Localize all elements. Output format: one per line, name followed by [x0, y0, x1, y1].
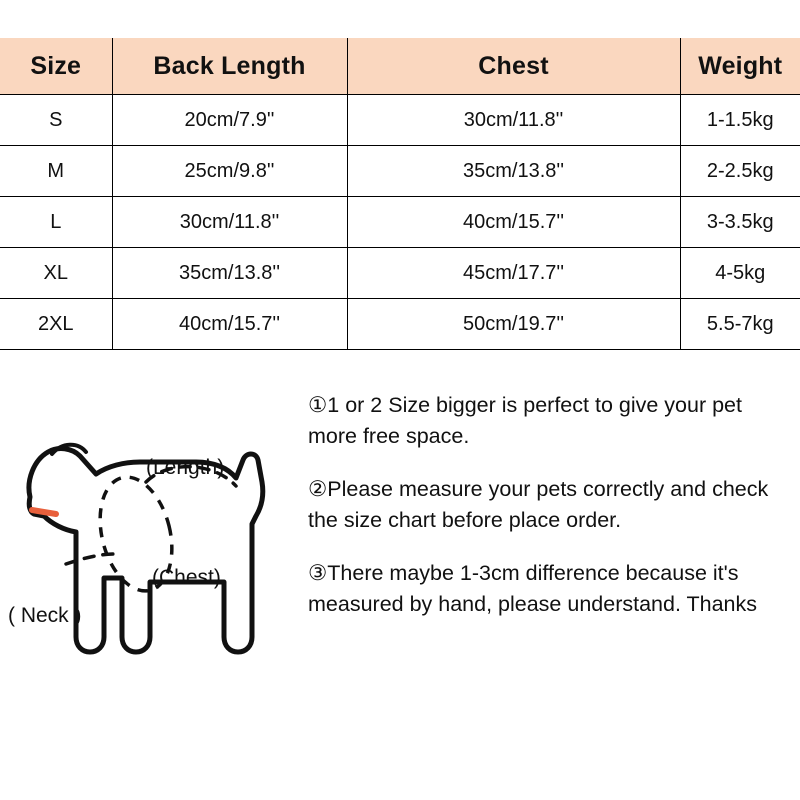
cell-chest: 35cm/13.8'' [347, 146, 680, 197]
cell-back-length: 40cm/15.7'' [112, 299, 347, 350]
cell-size: L [0, 197, 112, 248]
label-length: (Length) [146, 456, 225, 479]
label-neck: ( Neck ) [8, 604, 82, 627]
table-row [0, 248, 800, 299]
table-header [0, 38, 800, 95]
cell-chest: 50cm/19.7'' [347, 299, 680, 350]
notes-list [308, 390, 794, 620]
cell-size: XL [0, 248, 112, 299]
dog-measurement-diagram [0, 382, 300, 712]
cell-weight: 2-2.5kg [680, 146, 800, 197]
column-header-back-length: Back Length [112, 38, 347, 95]
dog-illustration-icon [0, 382, 300, 712]
cell-back-length: 30cm/11.8'' [112, 197, 347, 248]
cell-weight: 3-3.5kg [680, 197, 800, 248]
size-chart-table [0, 38, 800, 350]
cell-weight: 1-1.5kg [680, 95, 800, 146]
cell-weight: 5.5-7kg [680, 299, 800, 350]
cell-back-length: 20cm/7.9'' [112, 95, 347, 146]
table-header-row [0, 38, 800, 95]
cell-size: M [0, 146, 112, 197]
table-row [0, 197, 800, 248]
cell-size: 2XL [0, 299, 112, 350]
note-item: ③There maybe 1-3cm difference because it's measured by hand, please understand. Thanks [308, 561, 758, 616]
note-item: ①1 or 2 Size bigger is perfect to give your pet more free space. [308, 393, 742, 448]
table-row [0, 146, 800, 197]
neck-measure-line [66, 554, 114, 564]
label-chest: (Chest) [152, 566, 221, 589]
cell-back-length: 35cm/13.8'' [112, 248, 347, 299]
table-body [0, 95, 800, 350]
table-row [0, 299, 800, 350]
cell-size: S [0, 95, 112, 146]
column-header-weight: Weight [680, 38, 800, 95]
note-item: ②Please measure your pets correctly and check the size chart before place order. [308, 477, 769, 532]
cell-chest: 30cm/11.8'' [347, 95, 680, 146]
column-header-size: Size [0, 38, 112, 95]
cell-back-length: 25cm/9.8'' [112, 146, 347, 197]
table-row [0, 95, 800, 146]
cell-weight: 4-5kg [680, 248, 800, 299]
dog-tongue-icon [32, 510, 56, 514]
cell-chest: 45cm/17.7'' [347, 248, 680, 299]
bottom-section [0, 352, 800, 800]
column-header-chest: Chest [347, 38, 680, 95]
cell-chest: 40cm/15.7'' [347, 197, 680, 248]
